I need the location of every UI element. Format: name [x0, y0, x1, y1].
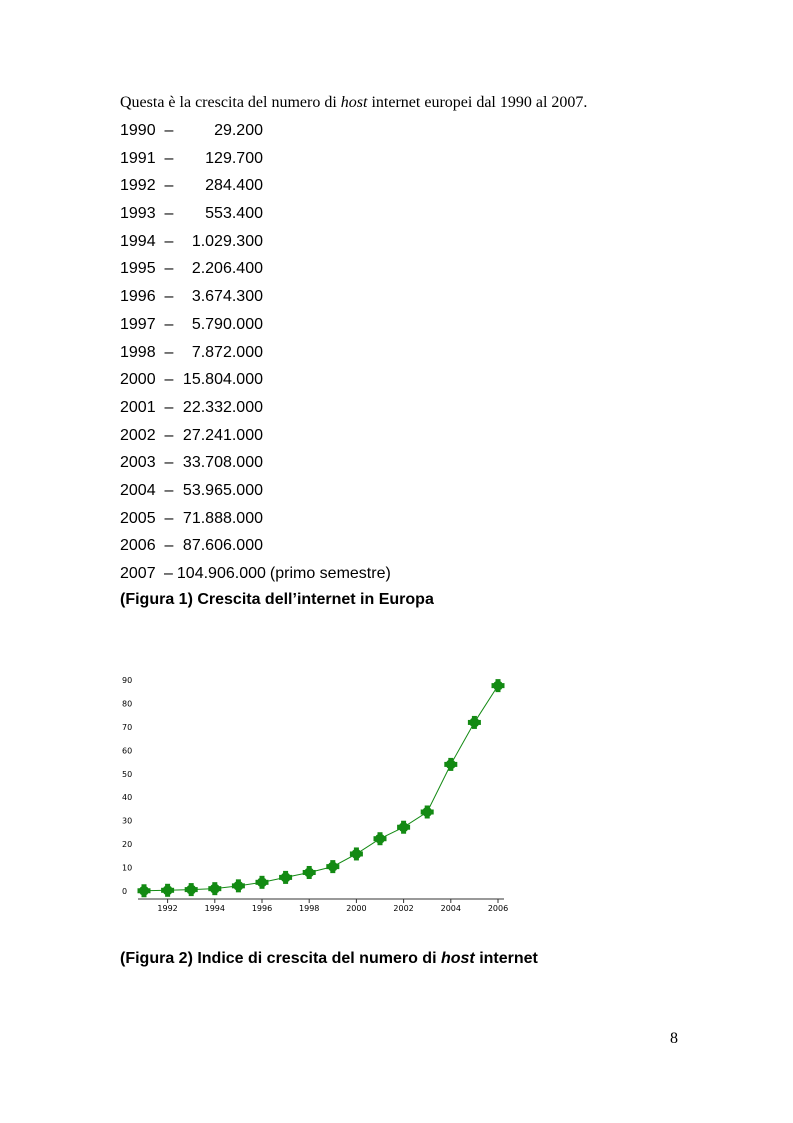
list-item	[120, 120, 391, 148]
list-item-year: 2001	[120, 398, 156, 416]
list-item-value: 7.872.000	[191, 343, 263, 361]
host-count-list	[120, 120, 391, 591]
list-item-dash: –	[164, 343, 174, 361]
list-item-year: 1994	[120, 232, 156, 250]
list-item	[120, 480, 391, 508]
y-tick-label: 20	[122, 840, 133, 850]
list-item-year: 2006	[120, 537, 156, 555]
figure-2-caption-start: (Figura 2) Indice di crescita del numero di	[120, 950, 441, 967]
list-item-value: 15.804.000	[182, 371, 263, 389]
list-item-dash: –	[164, 481, 174, 499]
list-item	[120, 148, 391, 176]
list-item	[120, 203, 391, 231]
host-growth-chart	[118, 668, 518, 918]
list-item-year: 1998	[120, 343, 156, 361]
list-item-year: 1997	[120, 315, 156, 333]
data-point	[468, 716, 481, 729]
data-point	[161, 884, 174, 897]
list-item	[120, 369, 391, 397]
list-item-value: 22.332.000	[182, 398, 263, 416]
list-item-dash: –	[164, 149, 174, 167]
intro-text-end: internet europei dal 1990 al 2007.	[367, 94, 588, 111]
list-item	[120, 258, 391, 286]
data-point-cross-v	[283, 871, 288, 884]
list-item-value: 33.708.000	[182, 454, 263, 472]
list-item-value: 2.206.400	[191, 260, 263, 278]
list-item-dash: –	[164, 232, 174, 250]
series-line	[144, 686, 498, 891]
list-item-value: 53.965.000	[182, 481, 263, 499]
data-point-cross-v	[401, 821, 406, 834]
list-item-year: 2000	[120, 371, 156, 389]
list-item-dash: –	[164, 371, 174, 389]
data-point-cross-v	[212, 882, 217, 895]
data-point	[279, 871, 292, 884]
list-item-year: 1995	[120, 260, 156, 278]
list-item-year: 1990	[120, 122, 156, 139]
data-point	[138, 884, 151, 897]
data-point	[397, 821, 410, 834]
y-tick-label: 60	[122, 746, 133, 756]
list-item-value: 129.700	[205, 149, 263, 167]
x-tick-label: 2004	[440, 904, 461, 913]
data-point-cross-v	[472, 716, 477, 729]
list-item-dash: –	[164, 454, 174, 472]
list-item-dash: –	[164, 509, 174, 527]
list-item-value: 553.400	[205, 205, 263, 223]
data-point-cross-v	[189, 883, 194, 896]
data-point	[492, 679, 505, 692]
list-item-value: 27.241.000	[182, 426, 263, 444]
data-point	[421, 805, 434, 818]
list-item	[120, 535, 391, 563]
list-item	[120, 314, 391, 342]
list-item-value: 29.200	[214, 122, 263, 139]
list-item-dash: –	[164, 122, 174, 139]
data-point	[326, 860, 339, 873]
x-tick-label: 1992	[157, 904, 178, 913]
data-point	[185, 883, 198, 896]
page-number: 8	[670, 1030, 678, 1047]
y-tick-label: 80	[122, 699, 133, 709]
list-item-dash: –	[164, 315, 174, 333]
list-item-value: 3.674.300	[191, 288, 263, 306]
y-tick-label: 70	[122, 722, 133, 732]
data-point-cross-v	[165, 884, 170, 897]
list-item-dash: –	[164, 565, 173, 582]
list-item	[120, 342, 391, 370]
list-item-dash: –	[164, 260, 174, 278]
data-point-cross-v	[496, 679, 501, 692]
data-point	[303, 866, 316, 879]
list-item-value: 5.790.000	[191, 315, 263, 333]
y-tick-label: 50	[122, 769, 133, 779]
x-tick-label: 2006	[487, 904, 509, 913]
y-tick-label: 40	[122, 793, 133, 803]
x-tick-label: 2002	[393, 904, 414, 913]
list-item	[120, 508, 391, 536]
list-item-last	[120, 563, 391, 591]
y-tick-label: 0	[122, 887, 128, 896]
x-tick-label: 1994	[204, 904, 225, 913]
intro-sentence	[120, 93, 587, 113]
list-item-value: 87.606.000	[182, 537, 263, 555]
figure-2-caption	[120, 950, 538, 968]
list-item	[120, 397, 391, 425]
data-point-cross-v	[378, 832, 383, 845]
list-item-year: 1992	[120, 177, 156, 195]
data-point-cross-v	[354, 847, 359, 860]
list-item-year: 1993	[120, 205, 156, 223]
list-item-dash: –	[164, 177, 174, 195]
list-item	[120, 452, 391, 480]
data-point-cross-v	[307, 866, 312, 879]
figure-1-caption: (Figura 1) Crescita dell’internet in Europa	[120, 591, 434, 608]
list-item-year: 2003	[120, 454, 156, 472]
figure-2-caption-end: internet	[474, 950, 538, 967]
x-tick-label: 2000	[346, 904, 367, 913]
list-item-year: 2007	[120, 565, 156, 582]
data-point	[256, 876, 269, 889]
list-item-year: 2002	[120, 426, 156, 444]
data-point	[232, 879, 245, 892]
list-item	[120, 231, 391, 259]
y-tick-label: 30	[122, 816, 133, 826]
intro-text-start: Questa è la crescita del numero di	[120, 94, 341, 111]
list-item-note: (primo semestre)	[269, 565, 391, 582]
data-point	[374, 832, 387, 845]
data-point-cross-v	[236, 879, 241, 892]
list-item	[120, 175, 391, 203]
list-item-year: 2004	[120, 481, 156, 499]
data-point-cross-v	[448, 758, 453, 771]
list-item	[120, 286, 391, 314]
data-point-cross-v	[142, 884, 147, 897]
data-point	[350, 847, 363, 860]
list-item-dash: –	[164, 398, 174, 416]
list-item-year: 2005	[120, 509, 156, 527]
data-point-cross-v	[330, 860, 335, 873]
data-point-cross-v	[260, 876, 265, 889]
list-item-value: 104.906.000	[176, 565, 266, 582]
figure-2-host-word: host	[440, 950, 475, 967]
y-tick-label: 90	[122, 676, 133, 685]
list-item-dash: –	[164, 205, 174, 223]
list-item-value: 71.888.000	[182, 509, 263, 527]
list-item-dash: –	[164, 537, 174, 555]
list-item-dash: –	[164, 288, 174, 306]
list-item-year: 1996	[120, 288, 156, 306]
list-item	[120, 425, 391, 453]
x-tick-label: 1998	[299, 904, 320, 913]
data-point	[444, 758, 457, 771]
list-item-value: 1.029.300	[191, 232, 263, 250]
data-point-cross-v	[425, 805, 430, 818]
data-point	[208, 882, 221, 895]
intro-host-word: host	[340, 94, 368, 111]
list-item-dash: –	[164, 426, 174, 444]
x-tick-label: 1996	[251, 904, 273, 913]
list-item-year: 1991	[120, 149, 156, 167]
y-tick-label: 10	[122, 863, 133, 873]
list-item-value: 284.400	[205, 177, 263, 195]
